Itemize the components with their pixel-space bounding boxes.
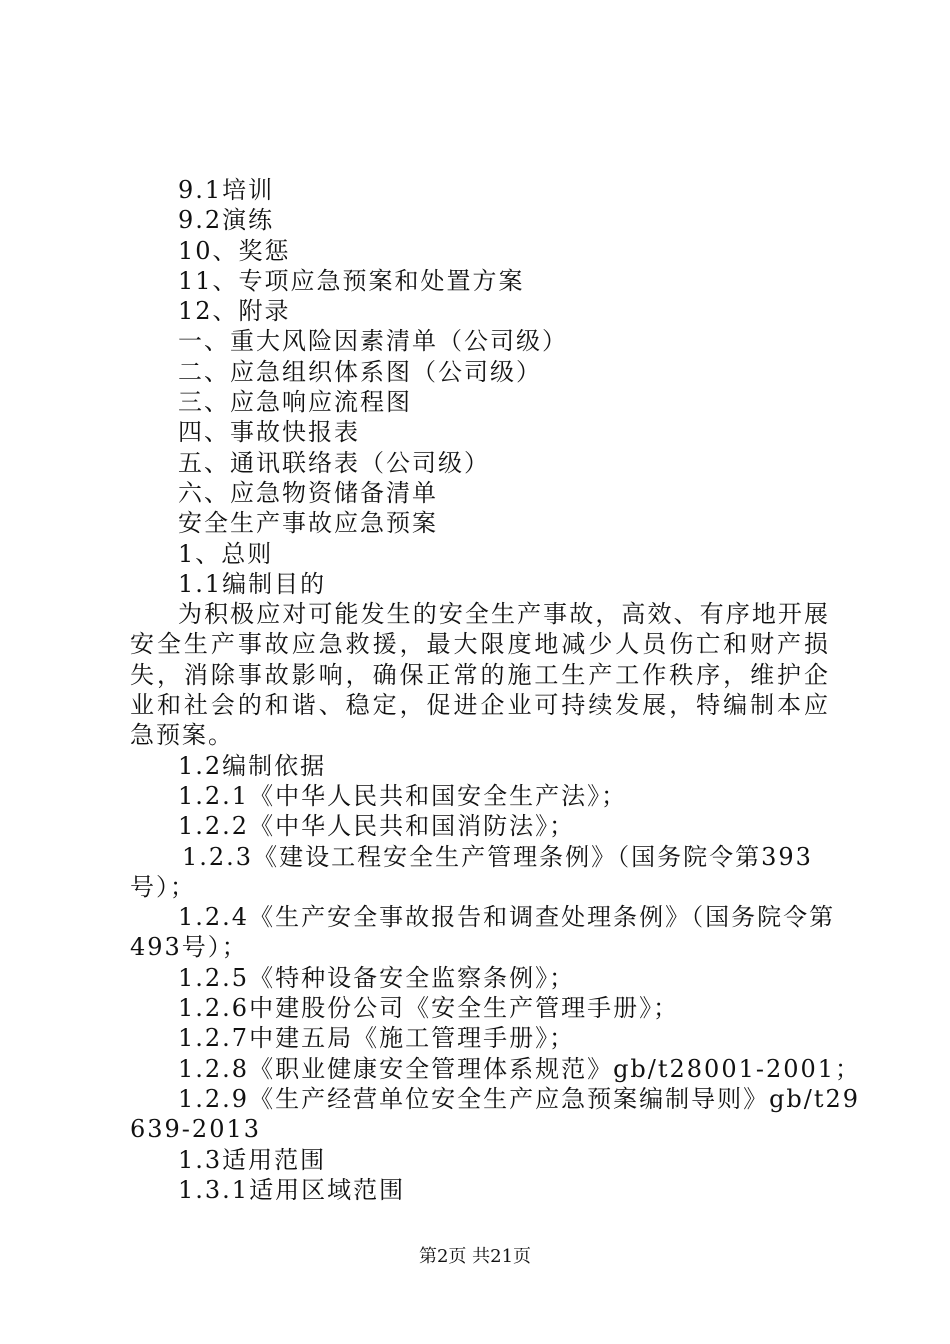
basis-item-5: 1.2.5《特种设备安全监察条例》； <box>178 963 576 992</box>
basis-item-3-cont: 号）； <box>130 872 196 901</box>
basis-item-4: 1.2.4《生产安全事故报告和调查处理条例》（国务院令第 <box>178 903 836 932</box>
basis-item-1: 1.2.1《中华人民共和国安全生产法》； <box>178 781 628 810</box>
document-body <box>130 175 862 1205</box>
toc-line-special-plans: 11、专项应急预案和处置方案 <box>178 266 525 295</box>
section-heading-purpose: 1.1编制目的 <box>178 569 327 598</box>
basis-item-6: 1.2.6中建股份公司《安全生产管理手册》； <box>178 994 680 1023</box>
basis-item-4-cont: 493号）； <box>130 933 248 962</box>
section-heading-general: 1、总则 <box>178 539 274 568</box>
purpose-paragraph: 为积极应对可能发生的安全生产事故，高效、有序地开展安全生产事故应急救援，最大限度地减少人员伤亡和财产损失，消除事故影响，确保正常的施工生产工作秩序，维护企业和社会的和谐、稳定，促进企业可持续发展，特编制本应急预案。 <box>130 600 830 750</box>
appendix-item-6: 六、应急物资储备清单 <box>178 478 438 507</box>
basis-item-9: 1.2.9《生产经营单位安全生产应急预案编制导则》gb/t29 <box>178 1084 861 1113</box>
toc-line-appendix: 12、附录 <box>178 297 291 326</box>
section-heading-basis: 1.2编制依据 <box>178 751 327 780</box>
basis-item-8: 1.2.8《职业健康安全管理体系规范》gb/t28001-2001； <box>178 1054 862 1083</box>
section-heading-scope-area: 1.3.1适用区域范围 <box>178 1175 406 1204</box>
document-title: 安全生产事故应急预案 <box>178 509 438 538</box>
basis-item-2: 1.2.2《中华人民共和国消防法》； <box>178 812 576 841</box>
appendix-item-3: 三、应急响应流程图 <box>178 388 412 417</box>
basis-item-7: 1.2.7中建五局《施工管理手册》； <box>178 1024 576 1053</box>
toc-line-drill: 9.2演练 <box>178 206 275 235</box>
section-heading-scope: 1.3适用范围 <box>178 1145 327 1174</box>
page-footer: 第2页 共21页 <box>418 1246 532 1267</box>
basis-item-3: 1.2.3《建设工程安全生产管理条例》（国务院令第393 <box>182 842 813 871</box>
appendix-item-5: 五、通讯联络表（公司级） <box>178 448 490 477</box>
toc-line-rewards: 10、奖惩 <box>178 236 291 265</box>
toc-line-training: 9.1培训 <box>178 176 275 204</box>
appendix-item-4: 四、事故快报表 <box>178 418 360 447</box>
appendix-item-1: 一、重大风险因素清单（公司级） <box>178 327 568 356</box>
basis-item-9-cont: 639-2013 <box>130 1115 261 1144</box>
appendix-item-2: 二、应急组织体系图（公司级） <box>178 357 542 386</box>
